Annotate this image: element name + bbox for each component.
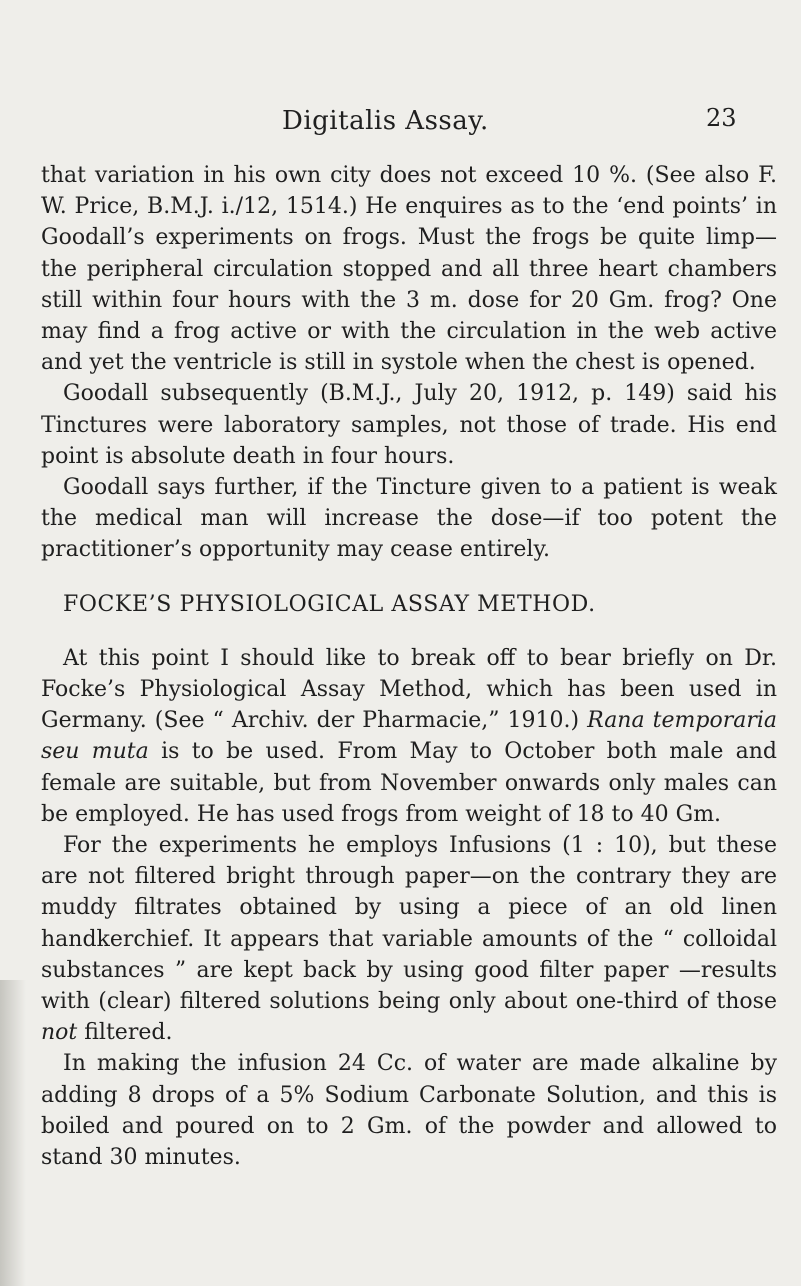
paragraph-4-text-b: is to be used. From May to October both male and female are suitable, but from November onwards only males can be employed. He has used frogs from weight of 18 to 40 Gm. [41, 739, 778, 827]
page-binding-shadow [0, 980, 26, 1286]
paragraph-3: Goodall says further, if the Tincture given to a patient is weak the medical man will increase the dose—if too potent the practitioner’s opportunity may cease entirely. [41, 475, 777, 563]
body-text [41, 160, 777, 1173]
page-number: 23 [706, 104, 737, 132]
paragraph-1: that variation in his own city does not exceed 10 %. (See also F. W. Price, B.M.J. i./12, 1514.) He enquires as to the ‘end points’ in Goodall’s experiments on frogs. Must the frogs be quite limp—the peripheral circulation stopped and all three heart chambers still within four hours with the 3 m. dose for 20 Gm. frog? One may find a frog active or with the circulation in the web active and yet the ventricle is still in systole when the chest is opened. [41, 163, 777, 376]
running-head [0, 98, 801, 138]
paragraph-5 [41, 830, 777, 1048]
species-name: Rana temporaria seu muta [41, 708, 777, 765]
section-heading: FOCKE’S PHYSIOLOGICAL ASSAY METHOD. [63, 591, 596, 617]
running-title: Digitalis Assay. [282, 106, 489, 136]
paragraph-2: Goodall subsequently (B.M.J., July 20, 1912, p. 149) said his Tinctures were laboratory samples, not those of trade. His end point is absolute death in four hours. [41, 381, 777, 469]
paragraph-4-text-a: At this point I should like to break off to bear briefly on Dr. Focke’s Physiological Assay Method, which has been used in Germany. (See “ Archiv. der Pharmacie,” 1910.) [41, 645, 777, 734]
paragraph-6: In making the infusion 24 Cc. of water are made alkaline by adding 8 drops of a 5% Sodium Carbonate Solution, and this is boiled and poured on to 2 Gm. of the powder and allowed to stand 30 minutes. [41, 1051, 777, 1171]
emphasis-not: not [41, 1020, 78, 1046]
paragraph-5-text-a: For the experiments he employs Infusions (1 : 10), but these are not filtered bright through paper—on the contrary they are muddy filtrates obtained by using a piece of an old linen handkerchief. It appears that variable amounts of the “ colloidal substances ” are kept back by using good filter paper —results with (clear) filtered solutions being only about one-third of those [41, 833, 777, 1015]
paragraph-5-text-b: filtered. [77, 1020, 173, 1046]
paragraph-4 [41, 643, 777, 830]
